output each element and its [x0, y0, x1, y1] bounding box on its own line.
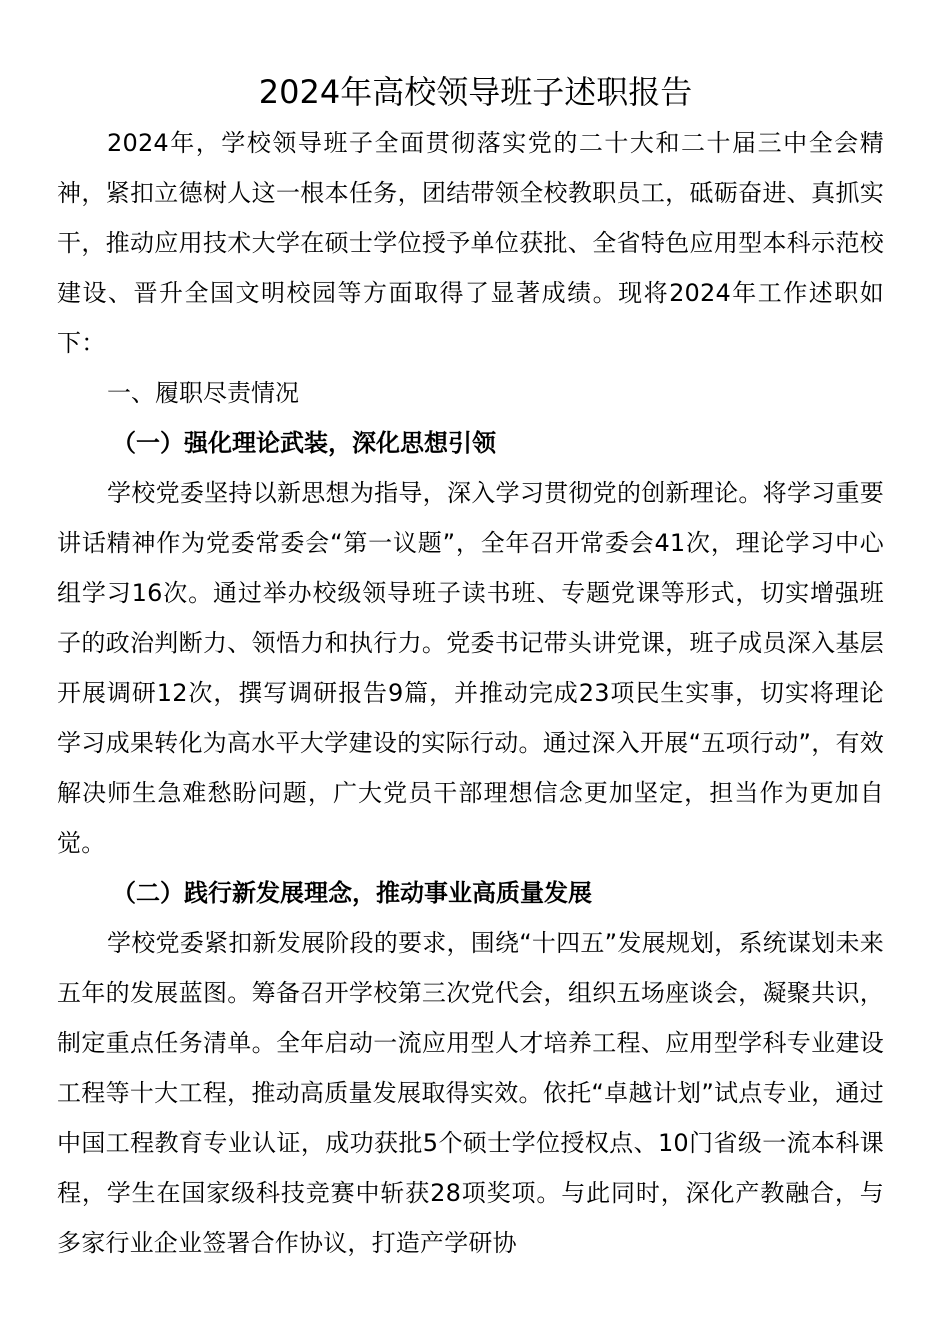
- intro-paragraph: 2024年，学校领导班子全面贯彻落实党的二十大和二十届三中全会精神，紧扣立德树人这一根本任务，团结带领全校教职员工，砥砺奋进、真抓实干，推动应用技术大学在硕士学位授予单位获批、全省特色应用型本科示范校建设、晋升全国文明校园等方面取得了显著成绩。现将2024年工作述职如下：: [57, 129, 884, 357]
- subsection-heading-2: （二）践行新发展理念，推动事业高质量发展: [112, 879, 592, 907]
- subsection-heading-1: （一）强化理论武装，深化思想引领: [112, 429, 496, 457]
- document-title: 2024年高校领导班子述职报告: [258, 73, 693, 111]
- subsection-body-1: 学校党委坚持以新思想为指导，深入学习贯彻党的创新理论。将学习重要讲话精神作为党委常委会“第一议题”，全年召开常委会41次，理论学习中心组学习16次。通过举办校级领导班子读书班、专题党课等形式，切实增强班子的政治判断力、领悟力和执行力。党委书记带头讲党课，班子成员深入基层开展调研12次，撰写调研报告9篇，并推动完成23项民生实事，切实将理论学习成果转化为高水平大学建设的实际行动。通过深入开展“五项行动”，有效解决师生急难愁盼问题，广大党员干部理想信念更加坚定，担当作为更加自觉。: [57, 479, 884, 857]
- subsection-body-2: 学校党委紧扣新发展阶段的要求，围绕“十四五”发展规划，系统谋划未来五年的发展蓝图。筹备召开学校第三次党代会，组织五场座谈会，凝聚共识，制定重点任务清单。全年启动一流应用型人才培养工程、应用型学科专业建设工程等十大工程，推动高质量发展取得实效。依托“卓越计划”试点专业，通过中国工程教育专业认证，成功获批5个硕士学位授权点、10门省级一流本科课程，学生在国家级科技竞赛中斩获28项奖项。与此同时，深化产教融合，与多家行业企业签署合作协议，打造产学研协: [57, 929, 884, 1257]
- section-heading-1: 一、履职尽责情况: [107, 379, 299, 407]
